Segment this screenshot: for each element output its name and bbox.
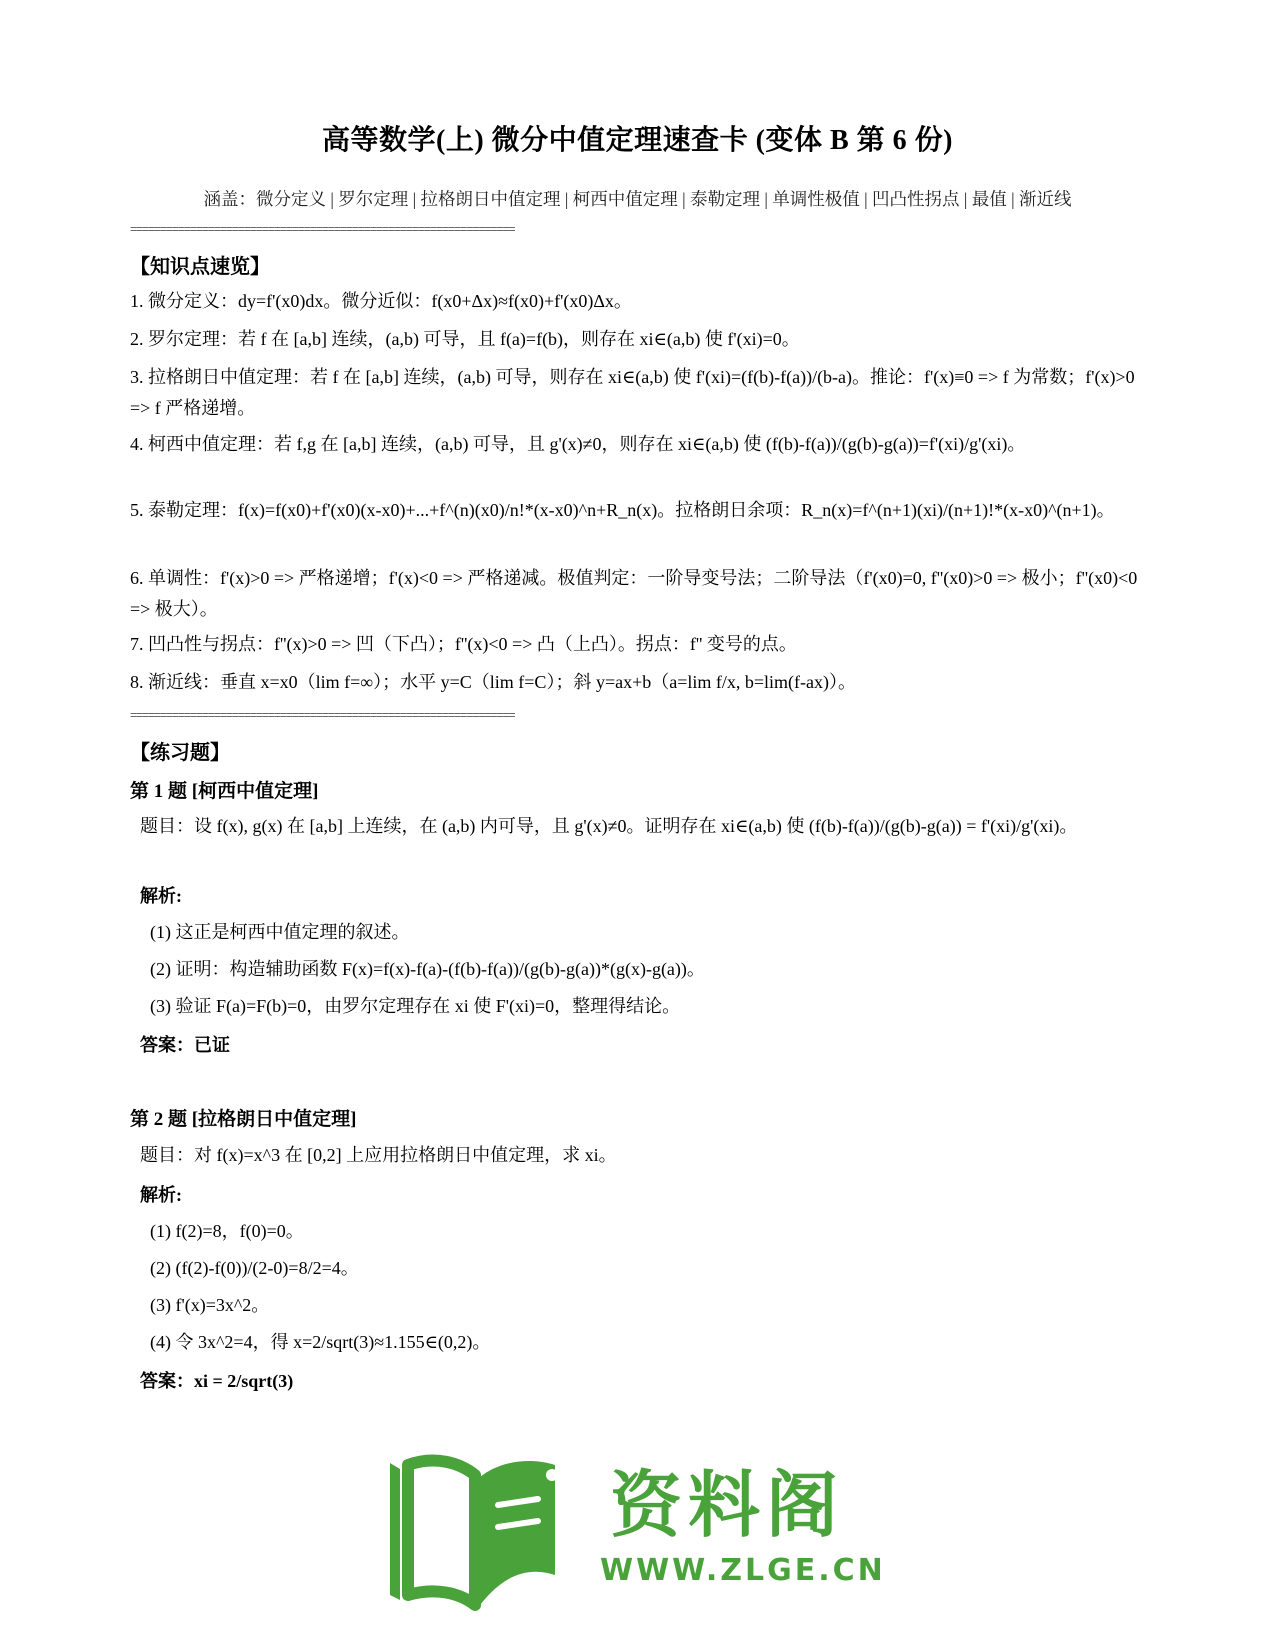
watermark-url: WWW.ZLGE.CN	[600, 1553, 886, 1588]
coverage-line: 涵盖：微分定义 | 罗尔定理 | 拉格朗日中值定理 | 柯西中值定理 | 泰勒定理 | 单调性极值 | 凹凸性拐点 | 最值 | 渐近线	[203, 189, 1072, 209]
solution-label: 解析:	[140, 1185, 182, 1205]
problem-text: 题目：对 f(x)=x^3 在 [0,2] 上应用拉格朗日中值定理，求 xi。	[140, 1145, 617, 1165]
solution-step: (2) (f(2)-f(0))/(2-0)=8/2=4。	[150, 1258, 359, 1278]
book-icon	[380, 1375, 580, 1525]
problem-title: 第 2 题 [拉格朗日中值定理]	[130, 1109, 357, 1130]
knowledge-item: 5. 泰勒定理：f(x)=f(x0)+f'(x0)(x-x0)+...+f^(n)(x0)/n!*(x-x0)^n+R_n(x)。拉格朗日余项：R_n(x)=f^(n+1)(xi)/(n+1)!*(x-x0)^(n+1)。	[130, 500, 1115, 520]
solution-step: (1) f(2)=8，f(0)=0。	[150, 1221, 304, 1241]
knowledge-item: 3. 拉格朗日中值定理：若 f 在 [a,b] 连续，(a,b) 可导，则存在 xi∈(a,b) 使 f'(xi)=(f(b)-f(a))/(b-a)。推论：f'(x)≡0 => f 为常数；f'(x)>0 => f 严格递增。	[130, 367, 1135, 418]
knowledge-item: 7. 凹凸性与拐点：f''(x)>0 => 凹（下凸）；f''(x)<0 => 凸（上凸）。拐点：f'' 变号的点。	[130, 634, 797, 654]
problem-title: 第 1 题 [柯西中值定理]	[130, 781, 319, 802]
watermark-logo	[400, 1455, 886, 1605]
solution-step: (3) 验证 F(a)=F(b)=0，由罗尔定理存在 xi 使 F'(xi)=0，整理得结论。	[150, 996, 681, 1016]
answer-line: 答案：已证	[140, 1035, 230, 1055]
knowledge-item: 2. 罗尔定理：若 f 在 [a,b] 连续，(a,b) 可导，且 f(a)=f(b)，则存在 xi∈(a,b) 使 f'(xi)=0。	[130, 329, 800, 349]
knowledge-heading: 【知识点速览】	[130, 256, 270, 278]
knowledge-item: 8. 渐近线：垂直 x=x0（lim f=∞）；水平 y=C（lim f=C）；斜 y=ax+b（a=lim f/x, b=lim(f-ax)）。	[130, 672, 856, 692]
watermark-text: 资料阁	[610, 1463, 845, 1547]
solution-step: (1) 这正是柯西中值定理的叙述。	[150, 922, 410, 942]
problem-text: 题目：设 f(x), g(x) 在 [a,b] 上连续，在 (a,b) 内可导，且 g'(x)≠0。证明存在 xi∈(a,b) 使 (f(b)-f(a))/(g(b)-g(a)) = f'(xi)/g'(xi)。	[140, 816, 1078, 836]
knowledge-item: 6. 单调性：f'(x)>0 => 严格递增；f'(x)<0 => 严格递减。极值判定：一阶导变号法；二阶导法（f'(x0)=0, f''(x0)>0 => 极小；f''(x0)<0 => 极大）。	[130, 568, 1138, 619]
solution-step: (4) 令 3x^2=4，得 x=2/sqrt(3)≈1.155∈(0,2)。	[150, 1332, 491, 1352]
divider-rule: ================================================================	[130, 708, 515, 722]
knowledge-item: 4. 柯西中值定理：若 f,g 在 [a,b] 连续，(a,b) 可导，且 g'(x)≠0，则存在 xi∈(a,b) 使 (f(b)-f(a))/(g(b)-g(a))=f'(xi)/g'(xi)。	[130, 434, 1026, 454]
divider-rule: ================================================================	[130, 222, 515, 236]
knowledge-item: 1. 微分定义：dy=f'(x0)dx。微分近似：f(x0+Δx)≈f(x0)+f'(x0)Δx。	[130, 291, 632, 311]
answer-line: 答案：xi = 2/sqrt(3)	[140, 1371, 294, 1391]
practice-heading: 【练习题】	[130, 742, 230, 764]
solution-step: (2) 证明：构造辅助函数 F(x)=f(x)-f(a)-(f(b)-f(a))/(g(b)-g(a))*(g(x)-g(a))。	[150, 959, 705, 979]
solution-label: 解析:	[140, 886, 182, 906]
page-title: 高等数学(上) 微分中值定理速查卡 (变体 B 第 6 份)	[322, 125, 953, 156]
solution-step: (3) f'(x)=3x^2。	[150, 1295, 270, 1315]
